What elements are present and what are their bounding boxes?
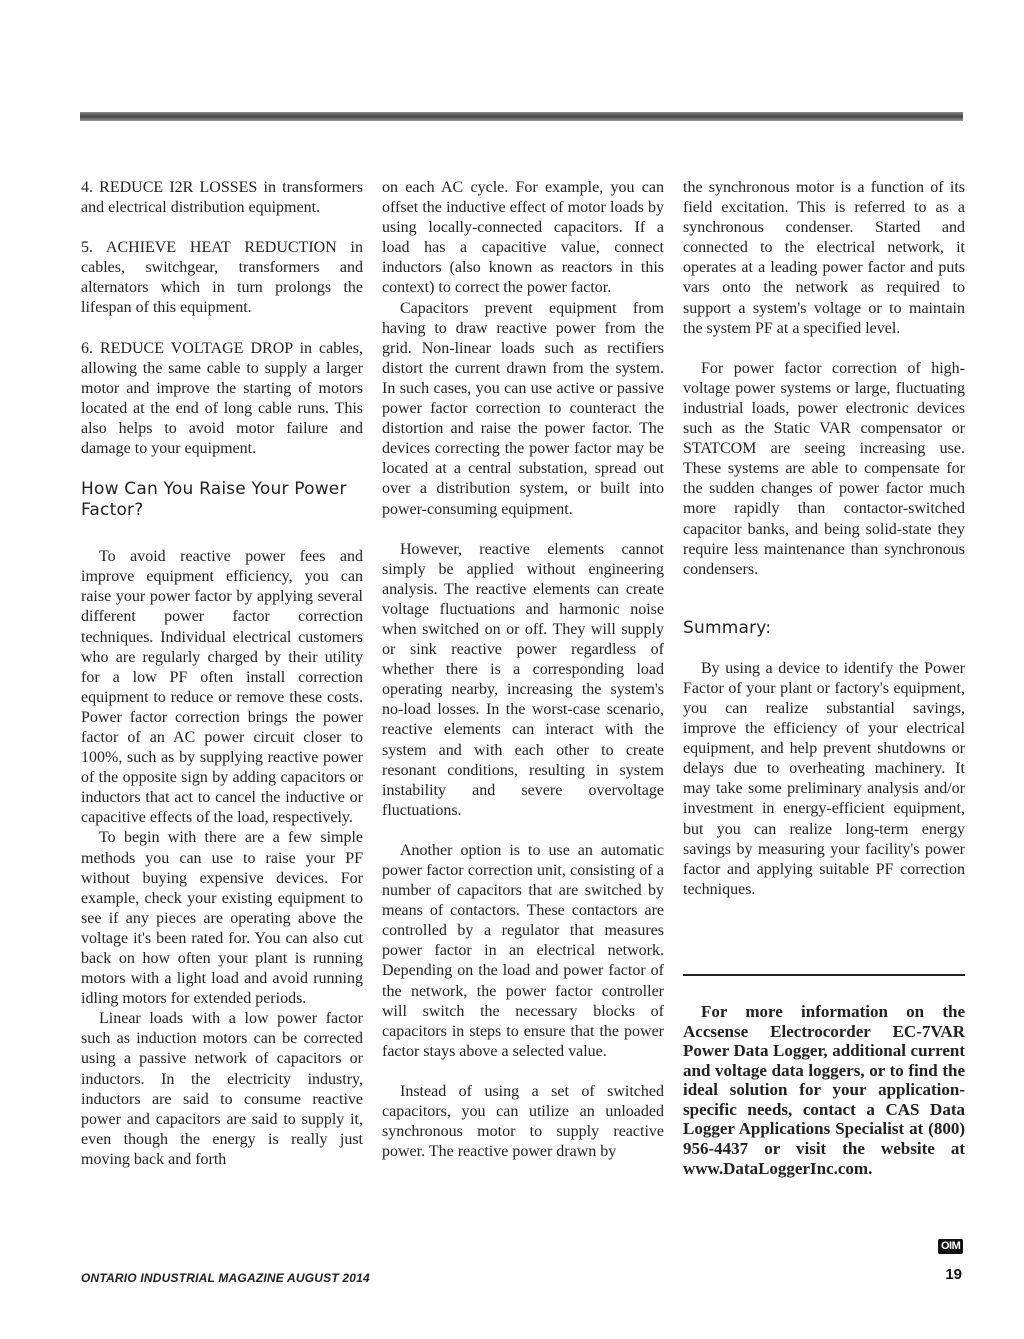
- summary-paragraph: By using a device to identify the Power Factor of your plant or factory's equipment, you can realize substantial savings, improve the efficiency of your electrical equipment, and help prevent shutdowns or delays due to overheating machinery. It may take some preliminary analysis and/or investment in energy-efficient equipment, but you can realize long-term energy savings by measuring your facility's power factor and applying suitable PF correction techniques.: [683, 659, 965, 898]
- list-item-6: 6. REDUCE VOLTAGE DROP in cables, allowing the same cable to supply a larger motor and improve the starting of motors located at the end of long cable runs. This also helps to avoid motor failure and damage to your equipment.: [81, 339, 363, 458]
- page-number: 19: [945, 1266, 962, 1283]
- list-item-4: 4. REDUCE I2R LOSSES in transformers and electrical distribution equipment.: [81, 179, 363, 217]
- paragraph: on each AC cycle. For example, you can offset the inductive effect of motor loads by using locally-connected capacitors. If a load has a capacitive value, connect inductors (also known as reactors in this context) to correct the power factor.: [382, 179, 664, 297]
- paragraph: Another option is to use an automatic power factor correction unit, consisting of a number of capacitors that are switched by means of contactors. These contactors are controlled by a regulator that measures power factor in an electrical network. Depending on the load and power factor of the network, the power factor controller will switch the necessary blocks of capacitors in steps to ensure that the power factor stays above a selected value.: [382, 841, 664, 1060]
- column-3: [683, 178, 965, 1178]
- oim-logo: [938, 1236, 963, 1254]
- paragraph: Capacitors prevent equipment from having to draw reactive power from the grid. Non-linear loads such as rectifiers distort the current drawn from the system. In such cases, you can use active or passive power factor correction to counteract the distortion and raise the power factor. The devices correcting the power factor may be located at a central substation, spread out over a distribution system, or built into power-consuming equipment.: [382, 299, 664, 518]
- contact-info: For more information on the Accsense Electrocorder EC-7VAR Power Data Logger, additional current and voltage data loggers, or to find the ideal solution for your application-specific needs, contact a CAS Data Logger Applications Specialist at (800) 956-4437 or visit the website at www.DataLoggerInc.com.: [683, 1001, 965, 1178]
- divider-rule: [683, 974, 965, 976]
- paragraph: For power factor correction of high-voltage power systems or large, fluctuating industrial loads, power electronic devices such as the Static VAR compensator or STATCOM are seeing increasing use. These systems are able to compensate for the sudden changes of power factor much more rapidly than contactor-switched capacitor banks, and being solid-state they require less maintenance than synchronous condensers.: [683, 359, 965, 578]
- paragraph: To begin with there are a few simple methods you can use to raise your PF without buying expensive devices. For example, check your existing equipment to see if any pieces are operating above the voltage it's been rated for. You can also cut back on how often your plant is running motors with a light load and avoid running idling motors for extended periods.: [81, 829, 363, 1008]
- column-2: [382, 178, 664, 1162]
- column-1: [81, 178, 363, 1170]
- section-heading-raise-pf: How Can You Raise Your Power Factor?: [81, 479, 347, 521]
- list-item-5: 5. ACHIEVE HEAT REDUCTION in cables, switchgear, transformers and alternators which in turn prolongs the lifespan of this equipment.: [81, 239, 363, 317]
- paragraph: However, reactive elements cannot simply be applied without engineering analysis. The reactive elements can create voltage fluctuations and harmonic noise when switched on or off. They will supply or sink reactive power regardless of whether there is a corresponding load operating nearby, increasing the system's no-load losses. In the worst-case scenario, reactive elements can interact with the system and with each other to create resonant conditions, resulting in system instability and severe overvoltage fluctuations.: [382, 540, 664, 819]
- publication-footer: ONTARIO INDUSTRIAL MAGAZINE AUGUST 2014: [81, 1271, 370, 1285]
- oim-logo-text: OIM: [938, 1239, 963, 1254]
- section-heading-summary: Summary:: [683, 617, 772, 638]
- paragraph: To avoid reactive power fees and improve equipment efficiency, you can raise your power factor by applying several different power factor correction techniques. Individual electrical customers who are regularly charged by their utility for a low PF often install correction equipment to reduce or remove these costs. Power factor correction brings the power factor of an AC power circuit closer to 100%, such as by supplying reactive power of the opposite sign by adding capacitors or inductors that act to cancel the inductive or capacitive effects of the load, respectively.: [81, 548, 363, 827]
- paragraph: Linear loads with a low power factor such as induction motors can be corrected using a passive network of capacitors or inductors. In the electricity industry, inductors are said to consume reactive power and capacitors are said to supply it, even though the energy is really just moving back and forth: [81, 1010, 363, 1168]
- paragraph: Instead of using a set of switched capacitors, you can utilize an unloaded synchronous motor to supply reactive power. The reactive power drawn by: [382, 1082, 664, 1161]
- top-decorative-rule: [80, 112, 963, 121]
- paragraph: the synchronous motor is a function of its field excitation. This is referred to as a synchronous condenser. Started and connected to the electrical network, it operates at a leading power factor and puts vars onto the network as required to support a system's voltage or to maintain the system PF at a specified level.: [683, 179, 965, 337]
